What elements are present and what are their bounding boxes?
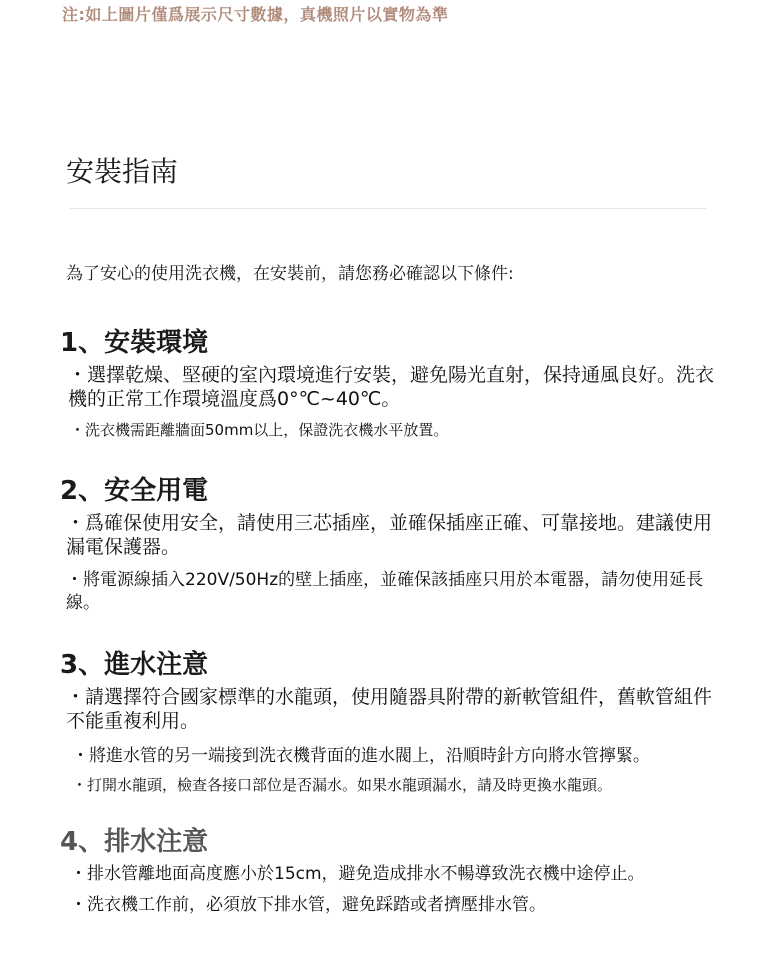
list-item: ・將進水管的另一端接到洗衣機背面的進水閥上，沿順時針方向將水管擰緊。	[72, 746, 650, 766]
disclaimer-note: 注:如上圖片僅爲展示尺寸數據，真機照片以實物為準	[62, 5, 449, 24]
list-item: ・打開水龍頭，檢查各接口部位是否漏水。如果水龍頭漏水，請及時更換水龍頭。	[72, 776, 613, 794]
list-item: ・爲確保使用安全，請使用三芯插座，並確保插座正確、可靠接地。建議使用漏電保護器。	[66, 512, 713, 558]
section-heading: 2、安全用電	[60, 476, 209, 506]
section-electrical-safety	[60, 475, 720, 615]
section-heading: 3、進水注意	[60, 650, 209, 680]
section-heading: 1、安裝環境	[60, 328, 209, 358]
list-item: ・選擇乾燥、堅硬的室內環境進行安裝，避免陽光直射，保持通風良好。洗衣機的正常工作環境溫度爲0°℃~40℃。	[68, 364, 715, 410]
page-title: 安裝指南	[66, 155, 179, 188]
title-divider	[70, 208, 706, 209]
section-drainage	[60, 826, 720, 918]
section-installation-environment	[60, 327, 720, 442]
section-heading: 4、排水注意	[60, 827, 209, 857]
section-water-inlet	[60, 649, 720, 797]
intro-text: 為了安心的使用洗衣機，在安裝前，請您務必確認以下條件:	[66, 264, 514, 284]
list-item: ・排水管離地面高度應小於15cm，避免造成排水不暢導致洗衣機中途停止。	[70, 864, 645, 884]
list-item: ・洗衣機需距離牆面50mm以上，保證洗衣機水平放置。	[70, 421, 449, 439]
list-item: ・請選擇符合國家標準的水龍頭，使用隨器具附帶的新軟管組件，舊軟管組件不能重複利用。	[66, 686, 713, 732]
list-item: ・將電源線插入220V/50Hz的壁上插座，並確保該插座只用於本電器，請勿使用延長線。	[66, 570, 704, 613]
list-item: ・洗衣機工作前，必須放下排水管，避免踩踏或者擠壓排水管。	[70, 895, 546, 915]
